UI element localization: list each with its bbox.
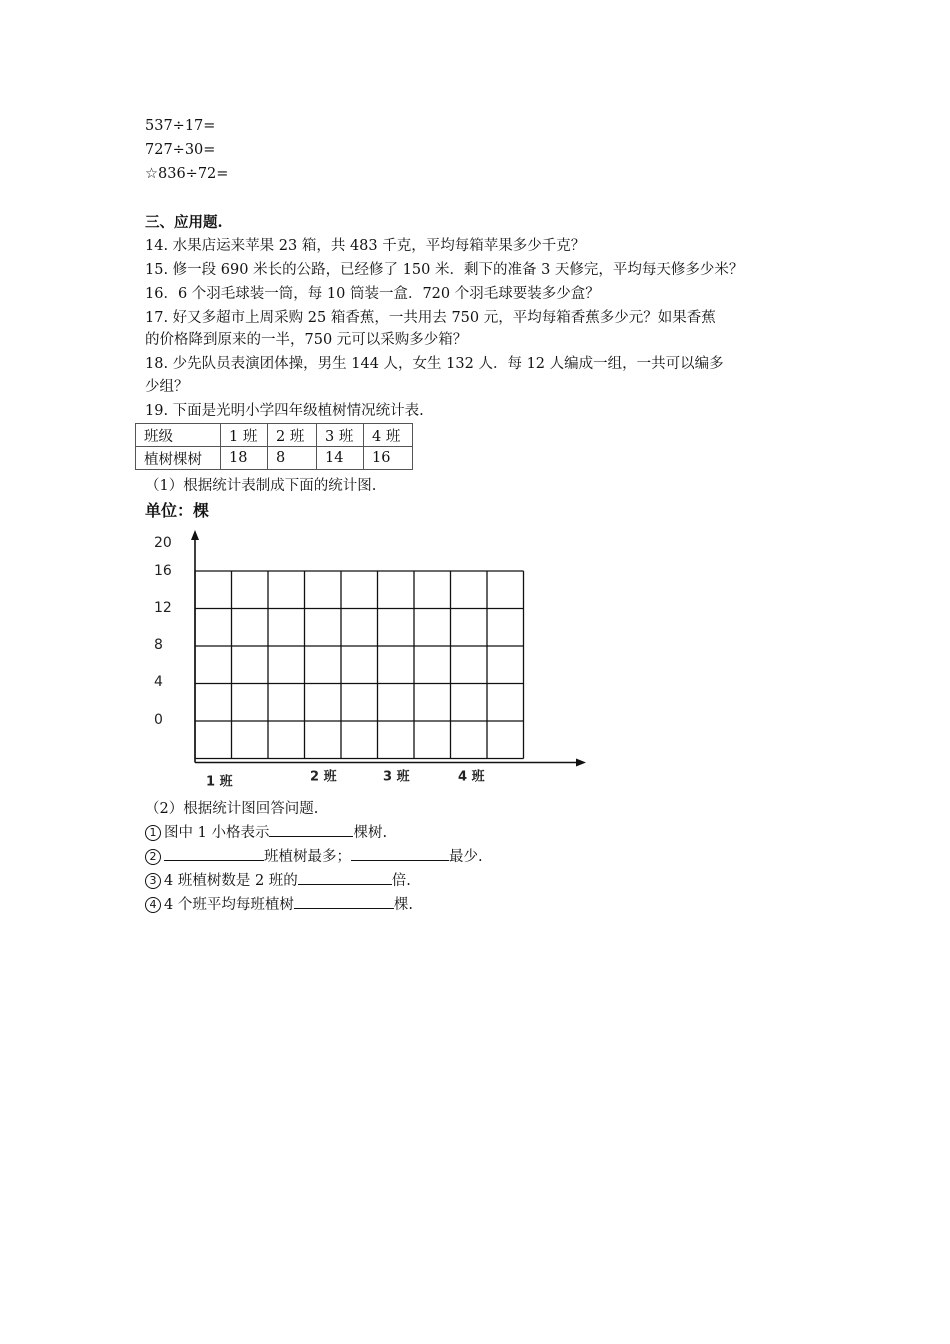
x-category-label: 1 班: [206, 774, 233, 790]
chart-unit-label: 单位：棵: [145, 501, 210, 520]
x-axis-arrow: [576, 759, 586, 767]
table-cell: 1 班: [221, 424, 268, 447]
bar-chart-grid: [140, 522, 600, 797]
answer-2-blank-least[interactable]: [351, 846, 449, 861]
answer-3-prefix: 4 班植树数是 2 班的: [164, 873, 298, 889]
question-18-line2: 少组？: [145, 379, 189, 395]
table-cell: 班级: [136, 424, 221, 447]
answer-2-suffix: 最少.: [449, 849, 483, 865]
question-15: 15. 修一段 690 米长的公路，已经修了 150 米．剩下的准备 3 天修完，平均每天修多少米？: [145, 262, 744, 278]
answer-1-suffix: 棵树.: [353, 825, 388, 841]
chart-grid: [195, 571, 524, 759]
question-16: 16．6 个羽毛球装一筒，每 10 筒装一盒．720 个羽毛球要装多少盒？: [145, 286, 600, 302]
answer-3: [145, 870, 411, 891]
answer-2-middle: 班植树最多；: [264, 849, 351, 865]
circled-number: 3: [145, 873, 161, 889]
table-cell: 18: [221, 447, 268, 470]
answer-4-prefix: 4 个班平均每班植树: [164, 897, 294, 913]
question-19: 19. 下面是光明小学四年级植树情况统计表.: [145, 403, 424, 419]
table-row: [136, 447, 413, 470]
table-header-row: [136, 424, 413, 447]
answer-2-blank-most[interactable]: [164, 846, 264, 861]
table-cell: 植树棵树: [136, 447, 221, 470]
answer-1-blank[interactable]: [269, 822, 353, 837]
chart-y-ticks: [154, 535, 172, 728]
stats-table: [135, 423, 413, 470]
calc-q2: 727÷30=: [145, 142, 216, 158]
answer-4-blank[interactable]: [294, 894, 394, 909]
y-tick-label: 4: [154, 674, 163, 690]
chart-x-labels: [206, 770, 486, 790]
y-tick-label: 16: [154, 563, 172, 579]
table-cell: 2 班: [268, 424, 317, 447]
section-title: 三、应用题.: [145, 214, 223, 231]
question-17-line1: 17. 好又多超市上周采购 25 箱香蕉，一共用去 750 元，平均每箱香蕉多少元？如果香蕉: [145, 310, 716, 326]
question-18-line1: 18. 少先队员表演团体操，男生 144 人，女生 132 人．每 12 人编成一组，一共可以编多: [145, 356, 724, 372]
chart-axes: [191, 530, 586, 767]
answer-2: [145, 846, 483, 867]
answer-1-prefix: 图中 1 小格表示: [164, 825, 270, 841]
answer-1: [145, 822, 387, 843]
table-cell: 3 班: [317, 424, 364, 447]
calc-q1: 537÷17=: [145, 118, 216, 134]
table-cell: 16: [364, 447, 413, 470]
table-cell: 14: [317, 447, 364, 470]
y-tick-label: 20: [154, 535, 172, 551]
table-cell: 8: [268, 447, 317, 470]
answer-3-blank[interactable]: [298, 870, 392, 885]
calc-q3: ☆836÷72=: [145, 166, 229, 182]
y-tick-label: 0: [154, 712, 163, 728]
table-cell: 4 班: [364, 424, 413, 447]
sub-question-2: （2）根据统计图回答问题.: [145, 801, 319, 817]
answer-4-suffix: 棵.: [393, 897, 413, 913]
x-category-label: 3 班: [383, 769, 410, 785]
y-tick-label: 8: [154, 637, 163, 653]
sub-question-1: （1）根据统计表制成下面的统计图.: [145, 478, 377, 494]
answer-3-suffix: 倍.: [391, 873, 411, 889]
y-axis-arrow: [191, 530, 199, 540]
circled-number: 1: [145, 825, 161, 841]
question-17-line2: 的价格降到原来的一半，750 元可以采购多少箱？: [145, 332, 468, 348]
circled-number: 2: [145, 849, 161, 865]
answer-4: [145, 894, 413, 915]
question-14: 14. 水果店运来苹果 23 箱，共 483 千克，平均每箱苹果多少千克？: [145, 238, 586, 254]
y-tick-label: 12: [154, 600, 172, 616]
circled-number: 4: [145, 897, 161, 913]
x-category-label: 2 班: [310, 769, 337, 785]
x-category-label: 4 班: [458, 769, 485, 785]
